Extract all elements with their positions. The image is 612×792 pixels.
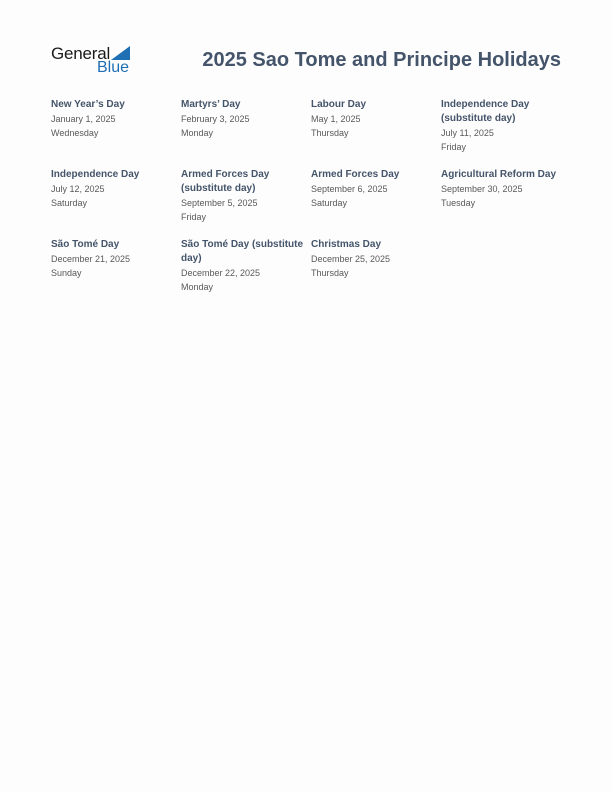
holiday-item [181, 238, 311, 308]
holiday-weekday: Monday [181, 128, 214, 138]
holiday-item [181, 98, 311, 168]
page-title: 2025 Sao Tome and Principe Holidays [202, 49, 561, 71]
holiday-weekday: Thursday [311, 128, 349, 138]
holiday-weekday: Friday [181, 212, 207, 222]
logo-triangle-icon [111, 46, 130, 60]
holiday-weekday: Saturday [51, 198, 88, 208]
holiday-name: New Year’s Day [51, 99, 125, 110]
holiday-date: July 11, 2025 [441, 128, 494, 138]
holiday-weekday: Thursday [311, 268, 349, 278]
holiday-date: September 5, 2025 [181, 198, 258, 208]
holiday-weekday: Monday [181, 282, 214, 292]
holiday-item [311, 98, 441, 168]
holiday-weekday: Tuesday [441, 198, 476, 208]
holiday-name: Armed Forces Day (substitute day) [181, 169, 270, 194]
holiday-date: January 1, 2025 [51, 114, 116, 124]
holiday-date: July 12, 2025 [51, 184, 105, 194]
holiday-name: São Tomé Day (substitute day) [181, 239, 304, 264]
holiday-item [51, 168, 181, 238]
holiday-item [181, 168, 311, 238]
holiday-name: Armed Forces Day [311, 169, 400, 180]
holiday-item [441, 98, 571, 168]
holiday-date: September 6, 2025 [311, 184, 388, 194]
holiday-date: May 1, 2025 [311, 114, 361, 124]
holiday-name: Independence Day (substitute day) [441, 99, 530, 124]
holiday-name: Christmas Day [311, 239, 382, 250]
holiday-name: Martyrs’ Day [181, 99, 241, 110]
holiday-weekday: Wednesday [51, 128, 99, 138]
holiday-name: Agricultural Reform Day [441, 169, 557, 180]
holiday-item [51, 98, 181, 168]
holiday-name: Labour Day [311, 99, 367, 110]
holiday-weekday: Saturday [311, 198, 348, 208]
logo-word-blue: Blue [97, 59, 130, 76]
holiday-item [51, 238, 181, 308]
generalblue-logo [51, 44, 133, 78]
holiday-date: September 30, 2025 [441, 184, 523, 194]
holiday-row [51, 168, 571, 238]
holiday-item [311, 168, 441, 238]
holiday-weekday: Sunday [51, 268, 82, 278]
holiday-row [51, 238, 571, 308]
holiday-name: São Tomé Day [51, 239, 120, 250]
logo-word-general: General [51, 44, 111, 63]
holiday-weekday: Friday [441, 142, 467, 152]
holiday-date: February 3, 2025 [181, 114, 250, 124]
holiday-row [51, 98, 571, 168]
holiday-item [441, 168, 571, 238]
holiday-name: Independence Day [51, 169, 140, 180]
holiday-grid [51, 98, 571, 308]
holiday-date: December 25, 2025 [311, 254, 391, 264]
holiday-date: December 21, 2025 [51, 254, 131, 264]
holiday-item [311, 238, 441, 308]
holiday-date: December 22, 2025 [181, 268, 261, 278]
